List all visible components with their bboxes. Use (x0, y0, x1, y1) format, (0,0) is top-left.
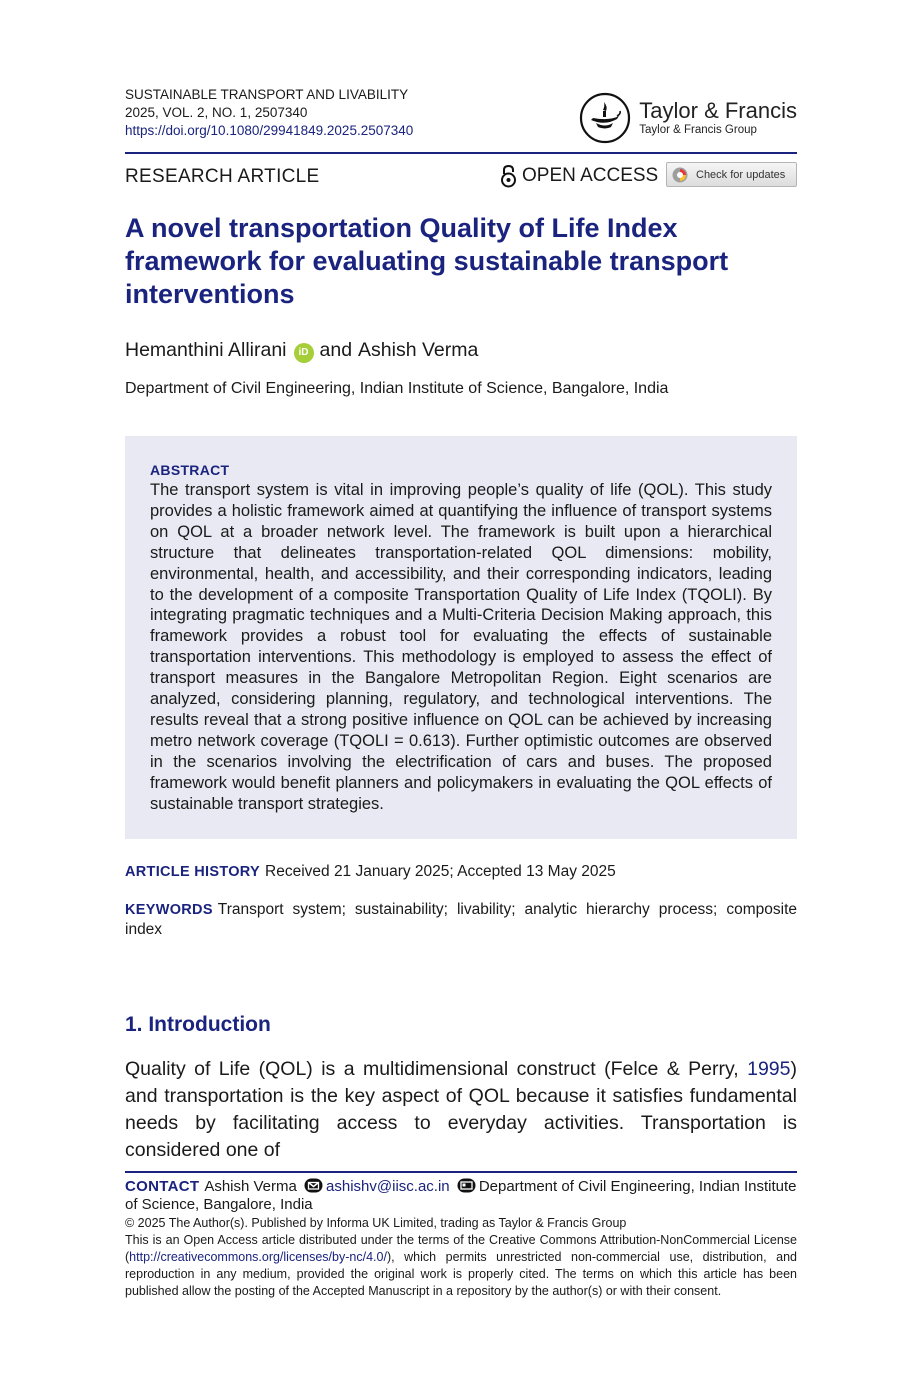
section-heading: 1. Introduction (125, 1013, 271, 1036)
keywords (125, 900, 797, 939)
envelope-icon (304, 1178, 323, 1193)
license-text (125, 1232, 797, 1300)
abstract-text: The transport system is vital in improving people’s quality of life (QOL). This study provides a holistic framework aimed at quantifying the influence of transport systems on QOL at a broader network level. The framework is built upon a hierarchical structure that delineates transportation-related QOL dimensions: mobility, environmental, health, and accessibility, and their corresponding indicators, leading to the development of a composite Transportation Quality of Life Index (TQOLI). By integrating pragmatic techniques and a Multi-Criteria Decision Making approach, this framework provides a robust tool for evaluating the effects of sustainable transportation interventions. This methodology is employed to assess the effect of transport measures in the Bangalore Metropolitan Region. Eight scenarios are analyzed, considering planning, regulatory, and technological interventions. The results reveal that a strong positive influence on QOL can be achieved by increasing metro network coverage (TQOLI = 0.613). Further optimistic outcomes are observed in the scenarios involving the electrification of cars and buses. The proposed framework would benefit planners and policymakers in evaluating the QOL effects of sustainable transport strategies. (150, 481, 772, 813)
open-access-lock-icon (500, 164, 517, 188)
contact-line (125, 1178, 797, 1214)
abstract-label: ABSTRACT (150, 462, 230, 478)
orcid-icon[interactable]: iD (294, 343, 314, 363)
journal-name: SUSTAINABLE TRANSPORT AND LIVABILITY (125, 87, 409, 102)
citation-link[interactable]: 1995 (747, 1058, 791, 1080)
author-list (125, 339, 478, 362)
author-connector: and (319, 339, 353, 361)
keywords-label: KEYWORDS (125, 902, 213, 918)
article-type: RESEARCH ARTICLE (125, 166, 320, 187)
intro-paragraph (125, 1056, 797, 1164)
doi-link[interactable]: https://doi.org/10.1080/29941849.2025.2507340 (125, 123, 414, 138)
article-history-label: ARTICLE HISTORY (125, 864, 261, 880)
check-for-updates-button[interactable] (666, 162, 797, 187)
address-card-icon (457, 1178, 476, 1193)
intro-text-before: Quality of Life (QOL) is a multidimensional construct (Felce & Perry, (125, 1058, 748, 1080)
open-access-label: OPEN ACCESS (522, 165, 659, 186)
publisher-name: Taylor & Francis (639, 98, 797, 123)
header-rule (125, 152, 797, 154)
keywords-text: Transport system; sustainability; livability; analytic hierarchy process; composite index (125, 901, 797, 938)
license-text-after: ), which permits unrestricted non-commercial use, distribution, and reproduction in any medium, provided the original work is properly cited. The terms on which this article has been published allow the posting of the Accepted Manuscript in a repository by the author(s) or with their consent. (125, 1250, 797, 1298)
contact-name: Ashish Verma (204, 1178, 297, 1195)
article-title: A novel transportation Quality of Life Index framework for evaluating sustainable transport interventions (125, 213, 729, 309)
abstract-box (125, 436, 797, 839)
article-history (125, 863, 616, 881)
author-first: Hemanthini Allirani (125, 339, 287, 361)
intro-text-after: ) and transportation is the key aspect of QOL because it satisfies fundamental needs by facilitating access to everyday activities. Transportation is considered one of (125, 1058, 797, 1161)
contact-email-link[interactable]: ashishv@iisc.ac.in (326, 1178, 450, 1195)
taylor-francis-lamp-icon (579, 92, 631, 144)
open-access-badge (500, 164, 658, 188)
footer-rule (125, 1171, 797, 1173)
check-for-updates-label: Check for updates (696, 168, 786, 181)
publisher-logo (579, 92, 797, 144)
author-second: Ashish Verma (358, 339, 479, 361)
journal-header (125, 86, 797, 154)
footer (125, 1178, 797, 1300)
license-text-before: This is an Open Access article distributed under the terms of the Creative Commons Attribution-NonCommercial License ( (125, 1233, 797, 1264)
article-history-text: Received 21 January 2025; Accepted 13 May 2025 (265, 863, 616, 880)
copyright-line: © 2025 The Author(s). Published by Informa UK Limited, trading as Taylor & Francis Group (125, 1216, 627, 1230)
journal-volume: 2025, VOL. 2, NO. 1, 2507340 (125, 105, 308, 120)
check-for-updates-icon (672, 167, 688, 183)
contact-label: CONTACT (125, 1178, 200, 1195)
publisher-group: Taylor & Francis Group (639, 124, 757, 136)
author-affiliation: Department of Civil Engineering, Indian Institute of Science, Bangalore, India (125, 380, 669, 397)
license-link[interactable]: http://creativecommons.org/licenses/by-nc/4.0/ (129, 1250, 387, 1264)
contact-address: Department of Civil Engineering, Indian Institute of Science, Bangalore, India (125, 1178, 797, 1213)
